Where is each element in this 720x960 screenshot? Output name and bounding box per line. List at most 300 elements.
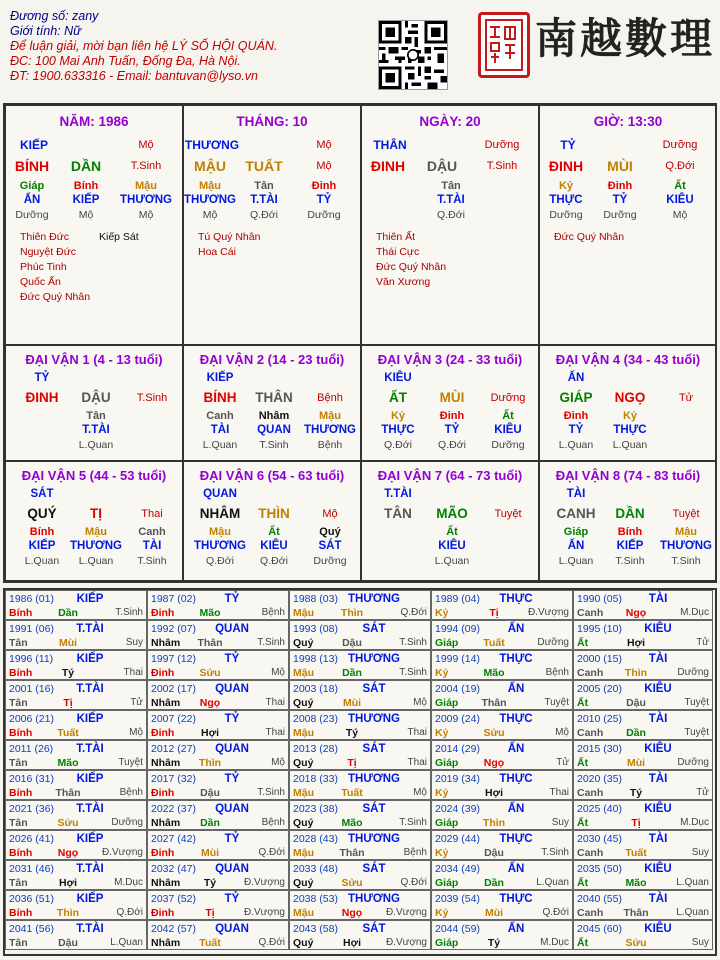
year-ten-god: ẤN [507, 623, 525, 635]
year-cell [147, 680, 289, 710]
year-cell [147, 620, 289, 650]
year-stem: Đinh [151, 847, 175, 859]
dai-van-title: ĐẠI VẬN 1 (4 - 13 tuổi) [25, 352, 163, 367]
star-item: Kiếp Sát [99, 231, 139, 243]
hidden-stem: Mậu [209, 526, 231, 538]
year-cell [289, 680, 431, 710]
year-branch: Hợi [485, 787, 503, 799]
hidden-god: KIÊU [260, 540, 288, 552]
year-phase: Mộ [271, 667, 285, 678]
year-label: 2010 (25) [577, 713, 622, 725]
year-stem: Ất [577, 697, 589, 709]
year-ten-god: KIẾP [76, 833, 104, 845]
year-ten-god: ẤN [507, 743, 525, 755]
header-info [10, 9, 370, 84]
year-branch: Tị [63, 697, 73, 709]
hidden-phase: Mộ [78, 209, 94, 221]
year-ten-god: SÁT [362, 743, 386, 755]
year-stem: Kỷ [435, 667, 449, 679]
year-branch: Tý [203, 877, 217, 889]
heavenly-stem: MẬU [194, 158, 226, 174]
year-ten-god: KIẾP [76, 773, 104, 785]
year-cell [431, 800, 573, 830]
year-stem: Nhâm [151, 877, 181, 889]
year-stem: Mậu [293, 667, 314, 679]
year-ten-god: ẤN [507, 923, 525, 935]
year-phase: Mộ [555, 727, 569, 738]
year-stem: Mậu [293, 907, 314, 919]
hidden-god: QUAN [257, 424, 291, 436]
ten-god: QUAN [203, 488, 237, 500]
hidden-stem: Mậu [199, 180, 221, 192]
year-ten-god: SÁT [362, 623, 386, 635]
year-label: 2001 (16) [9, 683, 54, 695]
year-phase: Thai [407, 757, 427, 768]
hidden-phase: L.Quan [24, 555, 60, 567]
year-ten-god: SÁT [362, 863, 386, 875]
hidden-god: KIÊU [666, 194, 694, 206]
year-phase: Tuyệt [684, 727, 709, 738]
year-stem: Mậu [293, 847, 314, 859]
year-cell [431, 740, 573, 770]
year-label: 1995 (10) [577, 623, 622, 635]
star-item: Đức Quý Nhân [554, 231, 625, 243]
year-phase: Suy [691, 937, 709, 948]
year-stem: Bính [9, 727, 33, 739]
year-label: 2035 (50) [577, 863, 622, 875]
year-phase: Mộ [413, 787, 427, 798]
year-label: 2005 (20) [577, 683, 622, 695]
year-ten-god: TỶ [224, 833, 240, 845]
year-phase: Suy [125, 637, 143, 648]
year-label: 1988 (03) [293, 593, 338, 605]
hidden-phase: Dưỡng [549, 209, 583, 221]
hidden-phase: Q.Đới [250, 209, 278, 221]
year-phase: Đ.Vượng [243, 877, 285, 888]
year-cell [573, 920, 713, 950]
dai-van-cell [5, 345, 183, 461]
year-phase: Q.Đới [258, 937, 285, 948]
dai-van-cell [539, 345, 717, 461]
star-item: Đức Quý Nhân [20, 291, 91, 303]
year-branch: Mão [341, 817, 363, 829]
year-ten-god: THỰC [499, 833, 533, 845]
hidden-god: T.TÀI [82, 424, 110, 436]
hidden-phase: Dưỡng [15, 209, 49, 221]
year-ten-god: ẤN [507, 683, 525, 695]
year-phase: T.Sinh [399, 637, 427, 648]
year-phase: Q.Đới [258, 847, 285, 858]
hidden-phase: L.Quan [558, 439, 594, 451]
year-label: 2032 (47) [151, 863, 196, 875]
year-label: 1998 (13) [293, 653, 338, 665]
hidden-stem: Tân [254, 180, 274, 192]
year-stem: Tân [9, 637, 28, 649]
ten-god: T.TÀI [384, 488, 412, 500]
year-ten-god: QUAN [215, 923, 249, 935]
year-branch: Dần [626, 727, 646, 739]
year-label: 2015 (30) [577, 743, 622, 755]
year-label: 2007 (22) [151, 713, 196, 725]
year-label: 2040 (55) [577, 893, 622, 905]
dai-van-cell [183, 345, 361, 461]
year-phase: Tuyệt [118, 757, 143, 768]
year-branch: Sửu [625, 937, 647, 949]
growth-phase: Mộ [316, 160, 332, 172]
year-cell [5, 710, 147, 740]
earthly-branch: DẬU [426, 158, 458, 174]
year-stem: Giáp [435, 697, 459, 709]
year-branch: Dậu [58, 937, 78, 949]
year-branch: Ngọ [483, 757, 505, 769]
year-branch: Tị [205, 907, 215, 919]
year-stem: Canh [577, 607, 604, 619]
year-stem: Mậu [293, 607, 314, 619]
year-phase: Bệnh [403, 847, 427, 858]
year-branch: Ngọ [57, 847, 79, 859]
year-cell [289, 890, 431, 920]
year-branch: Dậu [342, 637, 362, 649]
year-branch: Tị [489, 607, 499, 619]
year-cell [573, 800, 713, 830]
hidden-god: TỶ [612, 194, 628, 206]
year-label: 1999 (14) [435, 653, 480, 665]
growth-phase: Mộ [322, 508, 338, 520]
stars-left [198, 230, 260, 260]
year-ten-god: THỰC [499, 653, 533, 665]
year-cell [289, 590, 431, 620]
ten-god: SÁT [30, 488, 54, 500]
dai-van-title: ĐẠI VẬN 4 (34 - 43 tuổi) [555, 352, 701, 367]
year-branch: Tý [61, 667, 75, 679]
year-branch: Tị [631, 817, 641, 829]
year-cell [147, 710, 289, 740]
ten-god: TỶ [34, 372, 50, 384]
growth-phase: T.Sinh [136, 392, 168, 404]
hidden-stem: Bính [29, 526, 55, 538]
year-phase: T.Sinh [257, 637, 285, 648]
year-stem: Bính [9, 667, 33, 679]
star-item: Thiên Đức [20, 231, 70, 243]
year-cell [431, 770, 573, 800]
year-branch: Hợi [59, 877, 77, 889]
year-phase: Bệnh [545, 667, 569, 678]
earthly-branch: THÌN [258, 506, 290, 521]
year-cell [289, 770, 431, 800]
year-ten-god: TÀI [648, 593, 668, 605]
year-label: 2022 (37) [151, 803, 196, 815]
hidden-phase: T.Sinh [671, 555, 701, 567]
growth-phase: T.Sinh [130, 160, 162, 172]
year-cell [573, 740, 713, 770]
year-phase: Thai [123, 667, 143, 678]
year-cell [573, 890, 713, 920]
year-ten-god: KIẾP [76, 713, 104, 725]
year-ten-god: TỶ [224, 713, 240, 725]
hidden-stem: Kỷ [622, 410, 638, 422]
year-label: 2019 (34) [435, 773, 480, 785]
year-ten-god: THỰC [499, 773, 533, 785]
year-stem: Giáp [435, 877, 459, 889]
hidden-god: THƯƠNG [184, 194, 236, 206]
hidden-god: SÁT [318, 540, 342, 552]
year-stem: Đinh [151, 787, 175, 799]
year-branch: Dần [200, 817, 220, 829]
year-branch: Thân [197, 637, 223, 649]
year-stem: Quý [293, 697, 314, 709]
year-ten-god: TỶ [224, 593, 240, 605]
year-phase: Tử [556, 757, 569, 768]
hidden-phase: Dưỡng [313, 555, 347, 567]
year-stem: Bính [9, 847, 33, 859]
star-item: Hoa Cái [198, 246, 236, 258]
year-phase: T.Sinh [399, 667, 427, 678]
year-branch: Thìn [198, 757, 222, 769]
star-item: Quốc Ấn [20, 276, 61, 288]
year-branch: Tý [345, 727, 359, 739]
year-branch: Tuất [57, 727, 79, 739]
top-phase: Dưỡng [662, 139, 698, 151]
year-stem: Canh [577, 787, 604, 799]
stars-left [376, 230, 446, 290]
hidden-phase: Dưỡng [603, 209, 637, 221]
qr-code [378, 20, 448, 90]
year-label: 2009 (24) [435, 713, 480, 725]
year-cell [289, 740, 431, 770]
dai-van-cell [361, 461, 539, 581]
hidden-god: THỰC [381, 424, 415, 436]
year-label: 2037 (52) [151, 893, 196, 905]
year-label: 2004 (19) [435, 683, 480, 695]
hidden-phase: T.Sinh [137, 555, 167, 567]
year-label: 1994 (09) [435, 623, 480, 635]
year-branch: Dần [484, 877, 504, 889]
year-stem: Giáp [435, 937, 459, 949]
hidden-phase: T.Sinh [259, 439, 289, 451]
year-label: 1986 (01) [9, 593, 54, 605]
chart-grid [3, 103, 717, 583]
year-branch: Tuất [341, 787, 363, 799]
hidden-stem: Mậu [135, 180, 157, 192]
year-phase: Suy [691, 847, 709, 858]
year-grid [3, 588, 717, 956]
hidden-phase: Bệnh [317, 439, 343, 451]
year-stem: Tân [9, 697, 28, 709]
year-label: 2042 (57) [151, 923, 196, 935]
year-phase: Dưỡng [537, 637, 569, 648]
hidden-stem: Bính [617, 526, 643, 538]
earthly-branch: MÙI [607, 158, 633, 174]
year-stem: Quý [293, 877, 314, 889]
year-ten-god: KIẾP [76, 593, 104, 605]
year-stem: Tân [9, 757, 28, 769]
hidden-stem: Mậu [319, 410, 341, 422]
year-label: 2038 (53) [293, 893, 338, 905]
year-label: 1996 (11) [9, 653, 54, 665]
year-label: 2003 (18) [293, 683, 338, 695]
dai-van-cell [361, 345, 539, 461]
year-cell [289, 710, 431, 740]
growth-phase: Tuyệt [494, 508, 522, 520]
year-branch: Mão [57, 757, 79, 769]
hidden-stem: Ất [674, 180, 686, 192]
year-cell [573, 680, 713, 710]
stars-right [99, 230, 139, 245]
year-label: 1991 (06) [9, 623, 54, 635]
year-phase: L.Quan [676, 907, 709, 918]
year-label: 2011 (26) [9, 743, 54, 755]
hidden-phase: Q.Đới [437, 209, 465, 221]
year-branch: Mùi [342, 697, 362, 709]
year-ten-god: KIẾP [76, 893, 104, 905]
hidden-phase: Dưỡng [491, 439, 525, 451]
year-branch: Thìn [56, 907, 80, 919]
year-stem: Canh [577, 667, 604, 679]
year-stem: Giáp [435, 637, 459, 649]
year-branch: Mão [625, 877, 647, 889]
year-branch: Dần [342, 667, 362, 679]
year-stem: Nhâm [151, 637, 181, 649]
hidden-god: T.TÀI [250, 194, 278, 206]
hidden-phase: Q.Đới [438, 439, 466, 451]
year-branch: Tuất [199, 937, 221, 949]
year-cell [147, 800, 289, 830]
hidden-stem: Kỷ [390, 410, 406, 422]
heavenly-stem: BÍNH [203, 390, 237, 405]
year-ten-god: THƯƠNG [348, 653, 400, 665]
pillar-cell [5, 105, 183, 345]
year-label: 2025 (40) [577, 803, 622, 815]
hidden-god: KIẾP [28, 540, 56, 552]
year-cell [431, 860, 573, 890]
year-phase: T.Sinh [541, 847, 569, 858]
year-phase: Q.Đới [400, 877, 427, 888]
year-phase: M.Dục [114, 877, 143, 888]
hidden-stem: Ất [502, 410, 514, 422]
earthly-branch: TUẤT [245, 158, 283, 174]
growth-phase: Dưỡng [490, 392, 526, 404]
hidden-god: THƯƠNG [660, 540, 712, 552]
ten-god: KIÊU [384, 372, 412, 384]
year-label: 2023 (38) [293, 803, 338, 815]
year-phase: M.Dục [680, 817, 709, 828]
heavenly-stem: ĐINH [548, 158, 584, 174]
year-label: 2028 (43) [293, 833, 338, 845]
year-label: 1990 (05) [577, 593, 622, 605]
year-phase: Thai [407, 727, 427, 738]
year-phase: T.Sinh [257, 787, 285, 798]
year-stem: Giáp [435, 817, 459, 829]
phone-email: ĐT: 1900.633316 - Email: bantuvan@lyso.vn [10, 69, 259, 83]
hidden-god: THƯƠNG [304, 424, 356, 436]
year-phase: Tử [130, 697, 143, 708]
year-branch: Thân [481, 697, 507, 709]
hidden-stem: Tân [86, 410, 106, 422]
year-branch: Ngọ [341, 907, 363, 919]
hidden-god: T.TÀI [437, 194, 465, 206]
year-stem: Ất [577, 757, 589, 769]
year-stem: Nhâm [151, 697, 181, 709]
year-cell [147, 650, 289, 680]
year-ten-god: ẤN [507, 803, 525, 815]
year-label: 2018 (33) [293, 773, 338, 785]
year-ten-god: KIÊU [644, 743, 672, 755]
pillar-title: NĂM: 1986 [59, 114, 129, 129]
year-stem: Canh [577, 847, 604, 859]
year-label: 1992 (07) [151, 623, 196, 635]
year-cell [5, 890, 147, 920]
contact-note: Để luận giải, mời bạn liên hệ LÝ SỐ HỘI QUÁN. [10, 39, 278, 53]
heavenly-stem: ĐINH [370, 158, 406, 174]
year-stem: Tân [9, 937, 28, 949]
hidden-god: TỶ [316, 194, 332, 206]
heavenly-stem: QUÝ [27, 506, 57, 521]
year-cell [431, 890, 573, 920]
year-branch: Sửu [57, 817, 79, 829]
hidden-phase: Mộ [138, 209, 154, 221]
year-cell [5, 860, 147, 890]
year-branch: Thân [623, 907, 649, 919]
year-ten-god: THƯƠNG [348, 893, 400, 905]
year-label: 1989 (04) [435, 593, 480, 605]
heavenly-stem: ĐINH [25, 390, 59, 405]
year-ten-god: THỰC [499, 893, 533, 905]
year-ten-god: THƯƠNG [348, 773, 400, 785]
dai-van-cell [539, 461, 717, 581]
top-phase: Mộ [138, 139, 154, 151]
year-label: 1997 (12) [151, 653, 196, 665]
year-cell [5, 800, 147, 830]
hidden-phase: L.Quan [612, 439, 648, 451]
year-branch: Hợi [201, 727, 219, 739]
year-phase: Thai [549, 787, 569, 798]
hidden-stem: Đinh [311, 180, 337, 192]
year-label: 2031 (46) [9, 863, 54, 875]
hidden-phase: L.Quan [558, 555, 594, 567]
year-branch: Sửu [341, 877, 363, 889]
hidden-god: ẤN [23, 194, 41, 206]
year-ten-god: KIÊU [644, 683, 672, 695]
year-stem: Bính [9, 607, 33, 619]
year-cell [5, 680, 147, 710]
stars-left [554, 230, 624, 245]
hidden-god: KIÊU [494, 424, 522, 436]
year-ten-god: T.TÀI [76, 863, 104, 875]
year-stem: Nhâm [151, 817, 181, 829]
year-phase: Q.Đới [400, 607, 427, 618]
growth-phase: Tử [678, 392, 694, 404]
year-stem: Ất [577, 877, 589, 889]
year-stem: Kỷ [435, 727, 449, 739]
year-stem: Đinh [151, 727, 175, 739]
year-stem: Kỷ [435, 847, 449, 859]
year-stem: Quý [293, 757, 314, 769]
year-label: 2014 (29) [435, 743, 480, 755]
year-phase: Đ.Vượng [527, 607, 569, 618]
pillar-cell [183, 105, 361, 345]
year-cell [573, 830, 713, 860]
hidden-god: KIẾP [616, 540, 644, 552]
star-item: Thái Cực [376, 246, 420, 258]
year-phase: L.Quan [536, 877, 569, 888]
year-phase: Bệnh [261, 817, 285, 828]
ten-god: THÂN [373, 138, 407, 152]
year-phase: Bệnh [119, 787, 143, 798]
hidden-god: TỶ [444, 424, 460, 436]
year-branch: Tuất [483, 637, 505, 649]
hidden-stem: Canh [206, 410, 234, 422]
hidden-stem: Quý [319, 526, 341, 538]
